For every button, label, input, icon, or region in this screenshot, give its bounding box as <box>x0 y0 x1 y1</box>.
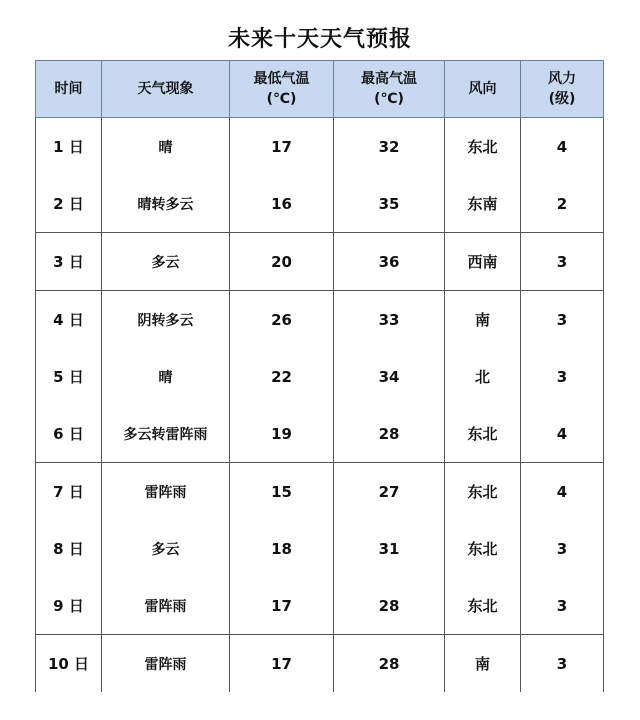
cell-max-temp: 28 <box>334 635 445 693</box>
cell-day: 9 日 <box>36 577 102 635</box>
cell-min-temp: 22 <box>230 348 334 405</box>
cell-max-temp: 28 <box>334 577 445 635</box>
cell-weather: 多云 <box>102 520 230 577</box>
cell-wind-direction: 东南 <box>445 175 521 233</box>
cell-wind-power: 4 <box>521 405 604 463</box>
cell-min-temp: 18 <box>230 520 334 577</box>
cell-max-temp: 33 <box>334 291 445 349</box>
cell-wind-power: 3 <box>521 635 604 693</box>
cell-min-temp: 20 <box>230 233 334 291</box>
cell-wind-direction: 东北 <box>445 520 521 577</box>
table-row <box>36 348 604 405</box>
table-row <box>36 463 604 521</box>
cell-min-temp: 15 <box>230 463 334 521</box>
header-wind-power: 风力 (级) <box>521 61 604 118</box>
cell-wind-power: 3 <box>521 577 604 635</box>
cell-wind-power: 4 <box>521 118 604 176</box>
cell-max-temp: 32 <box>334 118 445 176</box>
table-row <box>36 577 604 635</box>
cell-wind-power: 3 <box>521 233 604 291</box>
table-row <box>36 405 604 463</box>
cell-weather: 阴转多云 <box>102 291 230 349</box>
header-min-temp-unit: (℃) <box>266 91 297 107</box>
cell-min-temp: 26 <box>230 291 334 349</box>
table-row <box>36 520 604 577</box>
cell-wind-direction: 北 <box>445 348 521 405</box>
cell-weather: 雷阵雨 <box>102 577 230 635</box>
cell-wind-direction: 南 <box>445 291 521 349</box>
header-time: 时间 <box>36 61 102 118</box>
cell-day: 7 日 <box>36 463 102 521</box>
cell-weather: 雷阵雨 <box>102 463 230 521</box>
cell-wind-direction: 西南 <box>445 233 521 291</box>
cell-weather: 晴转多云 <box>102 175 230 233</box>
cell-day: 6 日 <box>36 405 102 463</box>
cell-max-temp: 27 <box>334 463 445 521</box>
table-row <box>36 175 604 233</box>
cell-weather: 雷阵雨 <box>102 635 230 693</box>
cell-wind-direction: 南 <box>445 635 521 693</box>
cell-wind-power: 3 <box>521 348 604 405</box>
cell-max-temp: 34 <box>334 348 445 405</box>
cell-min-temp: 19 <box>230 405 334 463</box>
header-wind-power-unit: (级) <box>548 91 576 107</box>
cell-day: 4 日 <box>36 291 102 349</box>
forecast-table <box>35 60 604 692</box>
page-title: 未来十天天气预报 <box>227 27 412 52</box>
cell-day: 3 日 <box>36 233 102 291</box>
table-row <box>36 635 604 693</box>
cell-wind-power: 2 <box>521 175 604 233</box>
cell-weather: 多云转雷阵雨 <box>102 405 230 463</box>
cell-day: 8 日 <box>36 520 102 577</box>
cell-wind-power: 3 <box>521 291 604 349</box>
cell-wind-power: 4 <box>521 463 604 521</box>
header-weather: 天气现象 <box>102 61 230 118</box>
header-min-temp: 最低气温 (℃) <box>230 61 334 118</box>
cell-max-temp: 28 <box>334 405 445 463</box>
table-row <box>36 233 604 291</box>
cell-max-temp: 35 <box>334 175 445 233</box>
cell-weather: 晴 <box>102 118 230 176</box>
cell-max-temp: 31 <box>334 520 445 577</box>
cell-day: 5 日 <box>36 348 102 405</box>
cell-day: 10 日 <box>36 635 102 693</box>
cell-day: 1 日 <box>36 118 102 176</box>
table-row <box>36 118 604 176</box>
table-row <box>36 291 604 349</box>
header-max-temp-unit: (℃) <box>374 91 404 107</box>
cell-min-temp: 17 <box>230 118 334 176</box>
cell-wind-direction: 东北 <box>445 405 521 463</box>
cell-max-temp: 36 <box>334 233 445 291</box>
cell-wind-direction: 东北 <box>445 577 521 635</box>
header-max-temp: 最高气温 (℃) <box>334 61 445 118</box>
header-wind-direction: 风向 <box>445 61 521 118</box>
cell-day: 2 日 <box>36 175 102 233</box>
cell-weather: 多云 <box>102 233 230 291</box>
cell-min-temp: 16 <box>230 175 334 233</box>
header-row <box>36 61 604 118</box>
cell-wind-power: 3 <box>521 520 604 577</box>
cell-wind-direction: 东北 <box>445 463 521 521</box>
cell-min-temp: 17 <box>230 635 334 693</box>
cell-weather: 晴 <box>102 348 230 405</box>
cell-min-temp: 17 <box>230 577 334 635</box>
cell-wind-direction: 东北 <box>445 118 521 176</box>
